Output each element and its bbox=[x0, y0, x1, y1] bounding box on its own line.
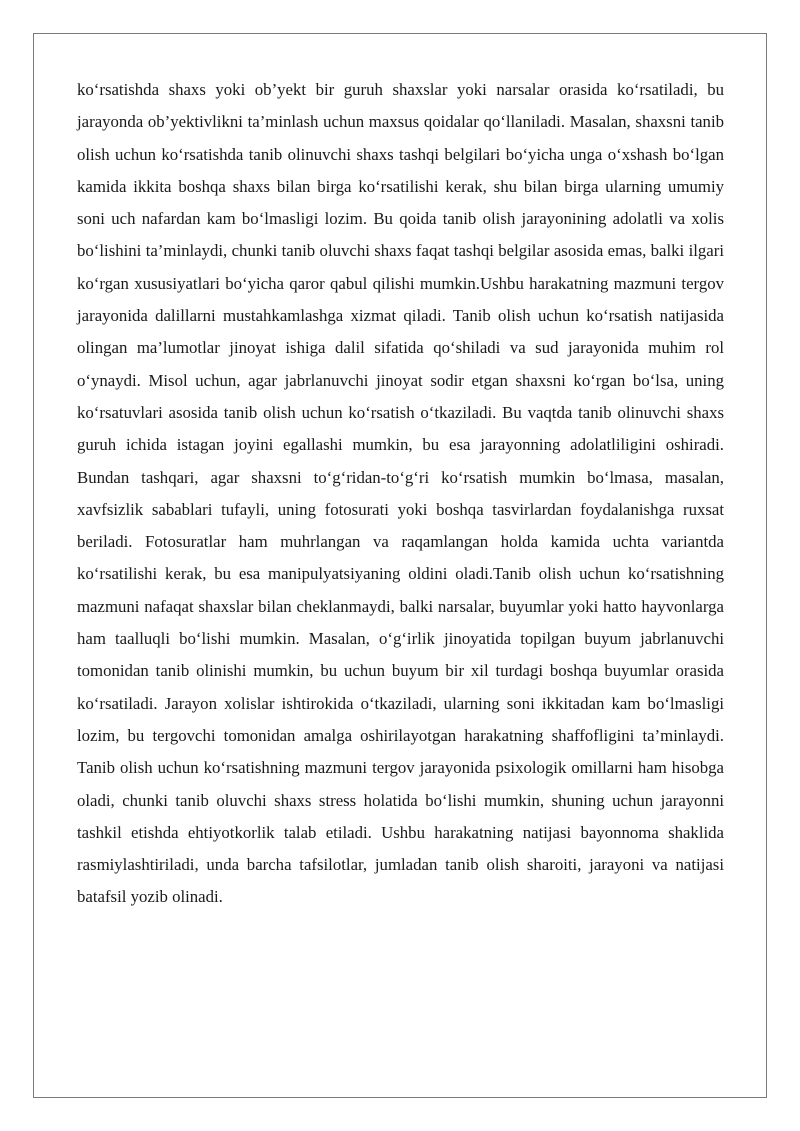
body-paragraph: ko‘rsatishda shaxs yoki ob’yekt bir guruh shaxslar yoki narsalar orasida ko‘rsatiladi, bu jarayonda ob’yektivlikni ta’minlash uchun maxsus qoidalar qo‘llaniladi. Masalan, shaxsni tanib olish uchun ko‘rsatishda tanib olinuvchi shaxs tashqi belgilari bo‘yicha unga o‘xshash bo‘lgan kamida ikkita boshqa shaxs bilan birga ko‘rsatilishi kerak, shu bilan birga ularning umumiy soni uch nafardan kam bo‘lmasligi lozim. Bu qoida tanib olish jarayonining adolatli va xolis bo‘lishini ta’minlaydi, chunki tanib oluvchi shaxs faqat tashqi belgilar asosida emas, balki ilgari ko‘rgan xususiyatlari bo‘yicha qaror qabul qilishi mumkin.Ushbu harakatning mazmuni tergov jarayonida dalillarni mustahkamlashga xizmat qiladi. Tanib olish uchun ko‘rsatish natijasida olingan ma’lumotlar jinoyat ishiga dalil sifatida qo‘shiladi va sud jarayonida muhim rol o‘ynaydi. Misol uchun, agar jabrlanuvchi jinoyat sodir etgan shaxsni ko‘rgan bo‘lsa, uning ko‘rsatuvlari asosida tanib olish uchun ko‘rsatish o‘tkaziladi. Bu vaqtda tanib olinuvchi shaxs guruh ichida istagan joyini egallashi mumkin, bu esa jarayonning adolatliligini oshiradi. Bundan tashqari, agar shaxsni to‘g‘ridan-to‘g‘ri ko‘rsatish mumkin bo‘lmasa, masalan, xavfsizlik sabablari tufayli, uning fotosurati yoki boshqa tasvirlardan foydalanishga ruxsat beriladi. Fotosuratlar ham muhrlangan va raqamlangan holda kamida uchta variantda ko‘rsatilishi kerak, bu esa manipulyatsiyaning oldini oladi.Tanib olish uchun ko‘rsatishning mazmuni nafaqat shaxslar bilan cheklanmaydi, balki narsalar, buyumlar yoki hatto hayvonlarga ham taalluqli bo‘lishi mumkin. Masalan, o‘g‘irlik jinoyatida topilgan buyum jabrlanuvchi tomonidan tanib olinishi mumkin, bu uchun buyum bir xil turdagi boshqa buyumlar orasida ko‘rsatiladi. Jarayon xolislar ishtirokida o‘tkaziladi, ularning soni ikkitadan kam bo‘lmasligi lozim, bu tergovchi tomonidan amalga oshirilayotgan harakatning shaffofligini ta’minlaydi. Tanib olish uchun ko‘rsatishning mazmuni tergov jarayonida psixologik omillarni ham hisobga oladi, chunki tanib oluvchi shaxs stress holatida bo‘lishi mumkin, shuning uchun jarayonni tashkil etishda ehtiyotkorlik talab etiladi. Ushbu harakatning natijasi bayonnoma shaklida rasmiylashtiriladi, unda barcha tafsilotlar, jumladan tanib olish sharoiti, jarayoni va natijasi batafsil yozib olinadi. bbox=[77, 80, 724, 907]
